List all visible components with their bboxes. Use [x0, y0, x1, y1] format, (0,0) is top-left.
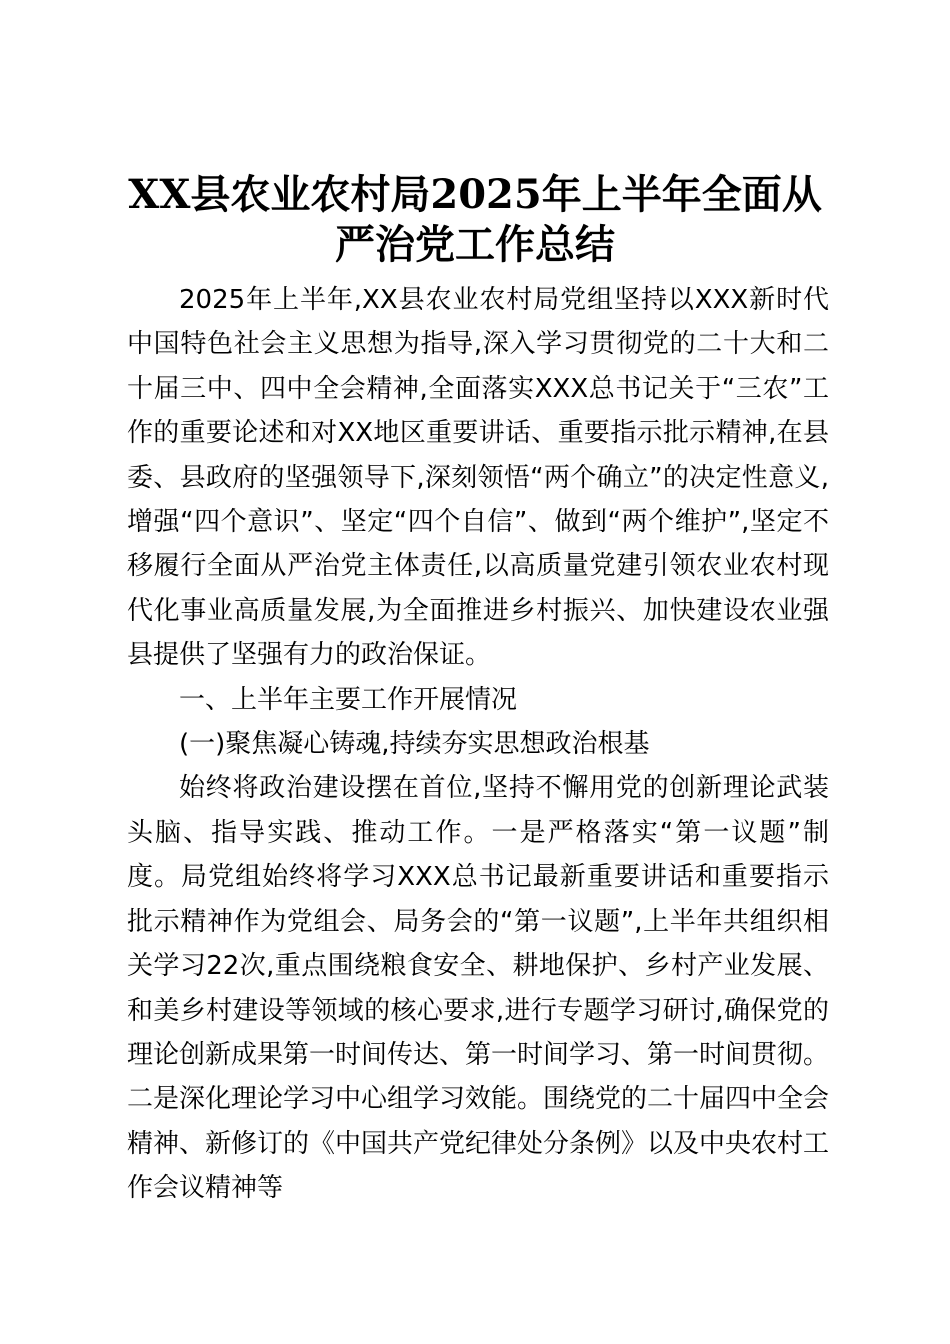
document-body: [127, 278, 829, 1211]
body-paragraph: 始终将政治建设摆在首位,坚持不懈用党的创新理论武装头脑、指导实践、推动工作。一是严格落实“第一议题”制度。局党组始终将学习XXX总书记最新重要讲话和重要指示批示精神作为党组会、局务会的“第一议题”,上半年共组织相关学习22次,重点围绕粮食安全、耕地保护、乡村产业发展、和美乡村建设等领域的核心要求,进行专题学习研讨,确保党的理论创新成果第一时间传达、第一时间学习、第一时间贯彻。二是深化理论学习中心组学习效能。围绕党的二十届四中全会精神、新修订的《中国共产党纪律处分条例》以及中央农村工作会议精神等: [127, 773, 830, 1204]
subsection-heading: (一)聚焦凝心铸魂,持续夯实思想政治根基: [179, 729, 650, 760]
section-heading: 一、上半年主要工作开展情况: [179, 684, 518, 715]
intro-paragraph: 2025年上半年,XX县农业农村局党组坚持以XXX新时代中国特色社会主义思想为指导,深入学习贯彻党的二十大和二十届三中、四中全会精神,全面落实XXX总书记关于“三农”工作的重要论述和对XX地区重要讲话、重要指示批示精神,在县委、县政府的坚强领导下,深刻领悟“两个确立”的决定性意义,增强“四个意识”、坚定“四个自信”、做到“两个维护”,坚定不移履行全面从严治党主体责任,以高质量党建引领农业农村现代化事业高质量发展,为全面推进乡村振兴、加快建设农业强县提供了坚强有力的政治保证。: [127, 285, 829, 671]
document-title: XX县农业农村局2025年上半年全面从严治党工作总结: [128, 171, 822, 268]
